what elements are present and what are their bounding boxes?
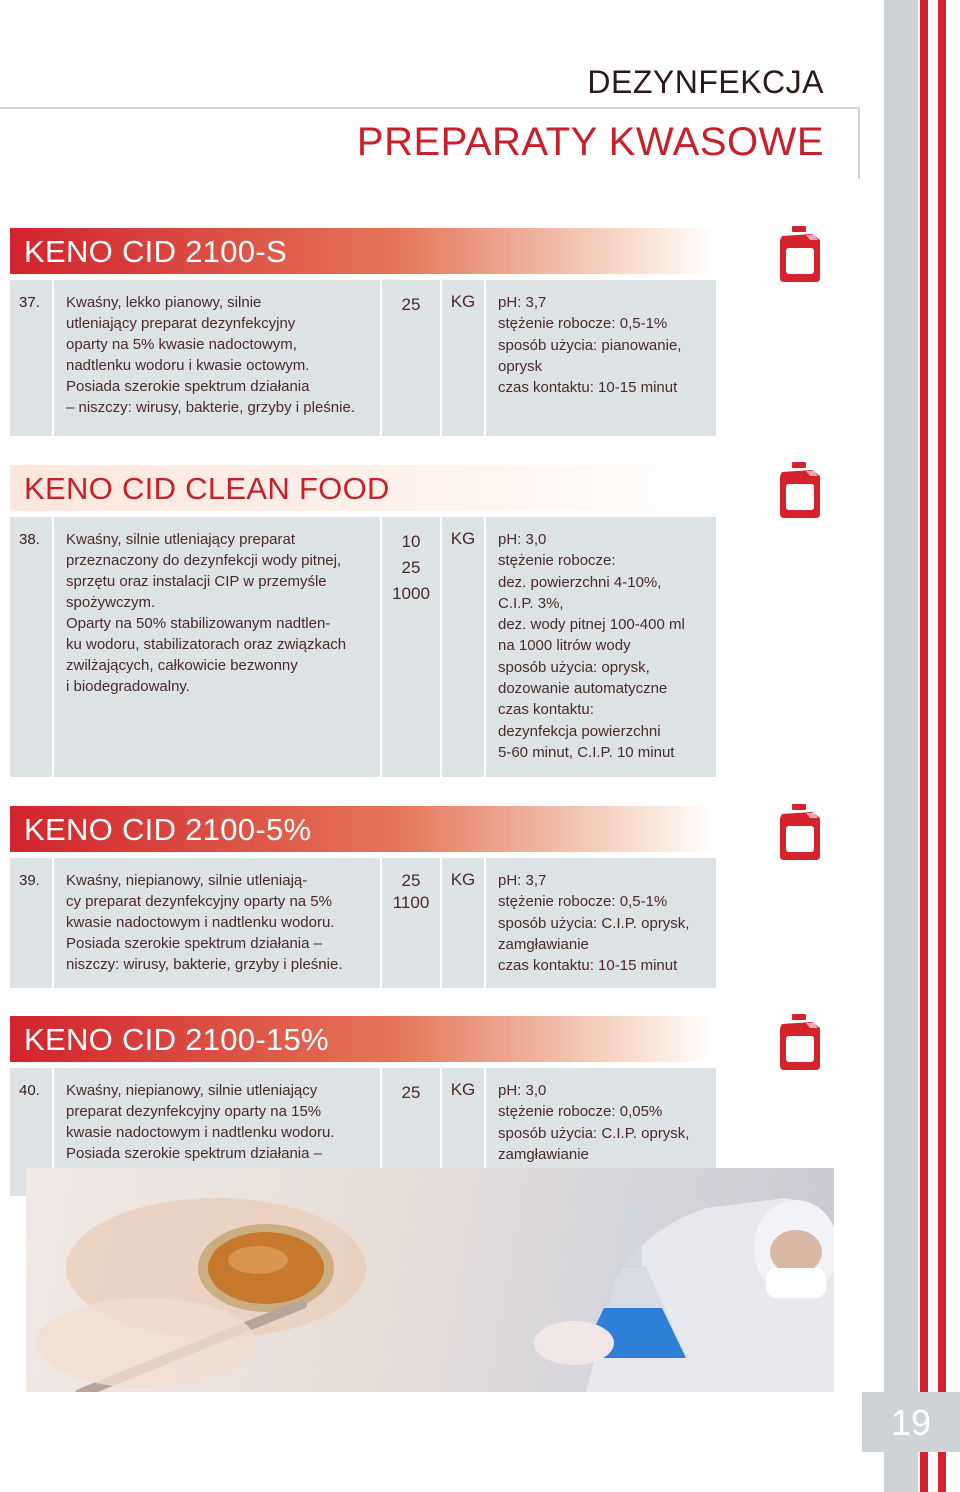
product-unit: KG bbox=[450, 292, 476, 311]
product-description bbox=[66, 870, 374, 975]
product-quantities bbox=[382, 1080, 440, 1106]
page-title: PREPARATY KWASOWE bbox=[356, 120, 824, 164]
quantity-value: 1100 bbox=[392, 893, 430, 912]
product-description bbox=[66, 529, 374, 697]
spec-line: dezynfekcja powierzchni bbox=[498, 722, 661, 740]
product-number: 39. bbox=[19, 872, 40, 889]
canister-icon bbox=[776, 1012, 824, 1072]
product-specs-cell bbox=[486, 858, 716, 988]
product-quantity-cell bbox=[382, 517, 440, 777]
product-name: KENO CID 2100-S bbox=[24, 234, 287, 269]
description-line: Posiada szerokie spektrum działania – bbox=[66, 935, 322, 952]
spec-line: dozowanie automatyczne bbox=[498, 680, 668, 698]
description-line: ku wodoru, stabilizatorach oraz związkach bbox=[66, 636, 347, 653]
description-line: i biodegradowalny. bbox=[66, 678, 190, 695]
description-line: Posiada szerokie spektrum działania bbox=[66, 378, 310, 395]
quantity-value: 25 bbox=[401, 295, 421, 314]
product-number: 40. bbox=[19, 1082, 40, 1099]
quantity-value: 25 bbox=[401, 558, 421, 577]
page-number-box bbox=[862, 1392, 960, 1452]
spec-line: stężenie robocze: bbox=[498, 552, 616, 570]
product-specs-cell bbox=[486, 517, 716, 777]
product-row bbox=[10, 858, 716, 988]
spec-line: pH: 3,0 bbox=[498, 531, 547, 548]
spec-line: oprysk bbox=[498, 357, 543, 375]
product-number: 37. bbox=[19, 294, 40, 311]
product-quantity-cell bbox=[382, 280, 440, 436]
side-stripe-gray bbox=[884, 0, 918, 1492]
description-line: Oparty na 50% stabilizowanym nadtlen- bbox=[66, 615, 331, 632]
spec-line: stężenie robocze: 0,5-1% bbox=[498, 893, 668, 911]
description-line: spożywczym. bbox=[66, 594, 156, 611]
product-number-cell bbox=[10, 517, 52, 777]
quantity-value: 10 bbox=[401, 532, 421, 551]
description-line: nadtlenku wodoru i kwasie octowym. bbox=[66, 357, 310, 374]
header-divider bbox=[0, 107, 860, 109]
product-name: KENO CID 2100-5% bbox=[24, 812, 312, 847]
product-name: KENO CID CLEAN FOOD bbox=[24, 471, 390, 506]
spec-line: pH: 3,7 bbox=[498, 294, 547, 311]
description-line: Kwaśny, niepianowy, silnie utleniający bbox=[66, 1082, 318, 1099]
description-line: Kwaśny, silnie utleniający preparat bbox=[66, 531, 296, 548]
spec-line: dez. powierzchni 4-10%, bbox=[498, 573, 662, 591]
spec-line: sposób użycia: oprysk, bbox=[498, 658, 650, 676]
product-banner bbox=[10, 806, 714, 852]
description-line: zwilżających, całkowicie bezwonny bbox=[66, 657, 298, 674]
product-row bbox=[10, 280, 716, 436]
product-specs bbox=[498, 529, 712, 763]
header-divider-vertical bbox=[858, 107, 860, 179]
side-stripe-red bbox=[920, 0, 928, 1492]
description-line: Kwaśny, niepianowy, silnie utleniają- bbox=[66, 872, 308, 889]
product-quantity-cell bbox=[382, 858, 440, 988]
product-description-cell bbox=[54, 858, 380, 988]
section-title: DEZYNFEKCJA bbox=[587, 64, 824, 100]
spec-line: pH: 3,7 bbox=[498, 872, 547, 889]
description-line: przeznaczony do dezynfekcji wody pitnej, bbox=[66, 552, 342, 569]
description-line: preparat dezynfekcyjny oparty na 15% bbox=[66, 1103, 322, 1120]
product-unit-cell bbox=[442, 517, 484, 777]
description-line: kwasie nadoctowym i nadtlenku wodoru. bbox=[66, 914, 335, 931]
description-line: kwasie nadoctowym i nadtlenku wodoru. bbox=[66, 1124, 335, 1141]
canister-icon bbox=[776, 802, 824, 862]
product-specs-cell bbox=[486, 280, 716, 436]
product-unit: KG bbox=[450, 870, 476, 889]
product-specs bbox=[498, 870, 712, 976]
spec-line: 5-60 minut, C.I.P. 10 minut bbox=[498, 743, 675, 761]
quantity-value: 1000 bbox=[392, 584, 430, 603]
product-name: KENO CID 2100-15% bbox=[24, 1022, 329, 1057]
canister-icon bbox=[776, 460, 824, 520]
description-line: – niszczy: wirusy, bakterie, grzyby i pleśnie. bbox=[66, 399, 355, 416]
product-banner bbox=[10, 228, 714, 274]
product-row bbox=[10, 517, 716, 777]
spec-line: sposób użycia: pianowanie, bbox=[498, 336, 682, 354]
description-line: niszczy: wirusy, bakterie, grzyby i pleśnie. bbox=[66, 956, 343, 973]
description-line: oparty na 5% kwasie nadoctowym, bbox=[66, 336, 297, 353]
product-description-cell bbox=[54, 517, 380, 777]
product-unit: KG bbox=[450, 1080, 476, 1099]
side-stripe-red bbox=[938, 0, 946, 1492]
product-unit-cell bbox=[442, 858, 484, 988]
product-quantities bbox=[382, 292, 440, 318]
quantity-value: 25 bbox=[401, 871, 421, 890]
description-line: utleniający preparat dezynfekcyjny bbox=[66, 315, 296, 332]
lab-photo-illustration bbox=[26, 1168, 834, 1392]
description-line: Kwaśny, lekko pianowy, silnie bbox=[66, 294, 262, 311]
quantity-value: 25 bbox=[401, 1083, 421, 1102]
product-unit: KG bbox=[450, 529, 476, 548]
canister-icon bbox=[776, 224, 824, 284]
product-banner bbox=[10, 1016, 714, 1062]
product-number-cell bbox=[10, 280, 52, 436]
product-specs bbox=[498, 292, 712, 398]
spec-line: C.I.P. 3%, bbox=[498, 594, 564, 612]
description-line: sprzętu oraz instalacji CIP w przemyśle bbox=[66, 573, 327, 590]
spec-line: stężenie robocze: 0,5-1% bbox=[498, 315, 668, 333]
spec-line: stężenie robocze: 0,05% bbox=[498, 1103, 663, 1121]
product-number: 38. bbox=[19, 531, 40, 548]
product-banner bbox=[10, 465, 714, 511]
description-line: cy preparat dezynfekcyjny oparty na 5% bbox=[66, 893, 332, 910]
description-line: Posiada szerokie spektrum działania – bbox=[66, 1145, 322, 1162]
spec-line: czas kontaktu: 10-15 minut bbox=[498, 379, 678, 397]
product-description-cell bbox=[54, 280, 380, 436]
spec-line: dez. wody pitnej 100-400 ml bbox=[498, 616, 685, 634]
product-quantities bbox=[382, 870, 440, 914]
spec-line: sposób użycia: C.I.P. oprysk, bbox=[498, 914, 690, 932]
spec-line: czas kontaktu: bbox=[498, 701, 594, 719]
product-unit-cell bbox=[442, 280, 484, 436]
lab-photo bbox=[26, 1168, 834, 1392]
product-number-cell bbox=[10, 858, 52, 988]
spec-line: zamgławianie bbox=[498, 1145, 589, 1163]
spec-line: pH: 3,0 bbox=[498, 1082, 547, 1099]
product-quantities bbox=[382, 529, 440, 607]
page-number: 19 bbox=[890, 1402, 932, 1443]
spec-line: sposób użycia: C.I.P. oprysk, bbox=[498, 1124, 690, 1142]
spec-line: na 1000 litrów wody bbox=[498, 637, 631, 655]
spec-line: czas kontaktu: 10-15 minut bbox=[498, 957, 678, 975]
spec-line: zamgławianie bbox=[498, 935, 589, 953]
product-description bbox=[66, 292, 374, 418]
